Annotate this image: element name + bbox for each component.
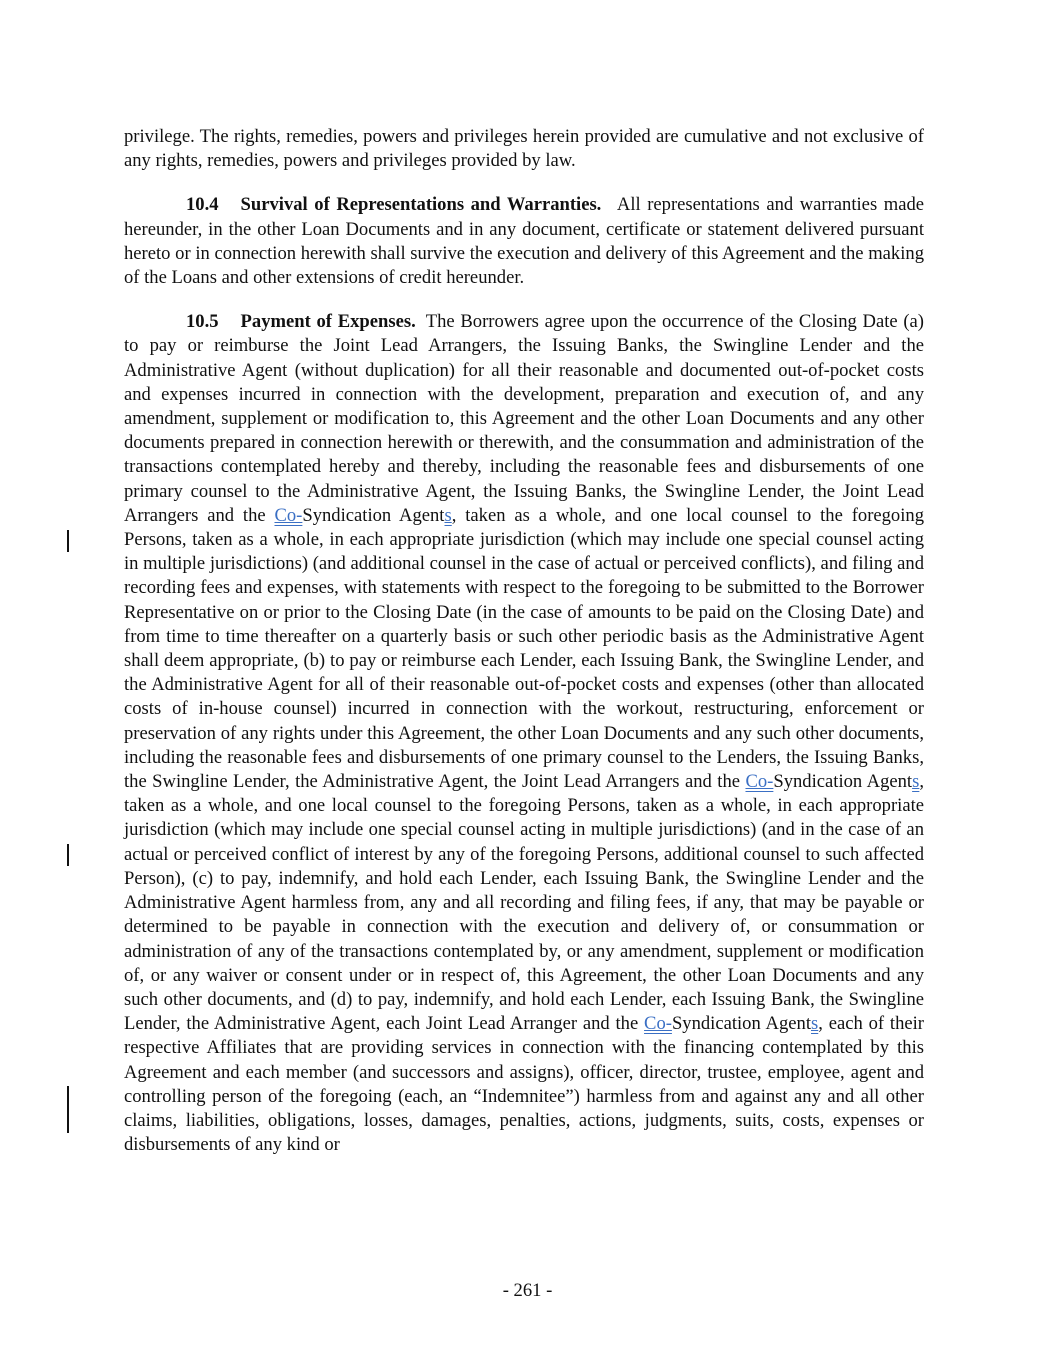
section-text: , taken as a whole, and one local counsel to the foregoing Persons, taken as a whole, in each appropriate jurisdiction (which may include one special counsel acting in multiple jurisdictions) (and in the case of an actual or perceived conflict of interest by any of the foregoing Persons, additional counsel to such affected Person), (c) to pay, indemnify, and hold each Lender, each Issuing Bank, the Swingline Lender and the Administrative Agent harmless from, any and all recording and filing fees, if any, that may be payable or determined to be payable in connection with the execution and delivery of, or consummation or administration of any of the transactions contemplated by, or any amendment, supplement or modification of, or any waiver or consent under or in respect of, this Agreement, the other Loan Documents and any such other documents, and (d) to pay, indemnify, and hold each Lender, each Issuing Bank, the Swingline Lender, the Administrative Agent, each Joint Lead Arranger and the [124, 771, 924, 1035]
page-footer [0, 1279, 1055, 1303]
section-text: , each of their respective Affiliates that are providing services in connection with the financing contemplated by this Agreement and each member (and successors and assigns), officer, director, trustee, employee, agent and controlling person of the foregoing (each, an “Indemnitee”) harmless from and against any and all other claims, liabilities, obligations, losses, damages, penalties, actions, judgments, suits, costs, expenses or disbursements of any kind or [124, 1013, 924, 1156]
revision-insert: s [444, 504, 452, 526]
section-text: , taken as a whole, and one local counsel to the foregoing Persons, taken as a whole, in each appropriate jurisdiction (which may include one special counsel acting in multiple jurisdictions) (and additional counsel in the case of actual or perceived conflicts), and filing and recording fees and expenses, with statements with respect to the foregoing to be submitted to the Borrower Representative on or prior to the Closing Date (in the case of amounts to be paid on the Closing Date) and from time to time thereafter on a quarterly basis or such other periodic basis as the Administrative Agent shall deem appropriate, (b) to pay or reimburse each Lender, each Issuing Bank, the Swingline Lender, and the Administrative Agent for all of their reasonable out-of-pocket costs and expenses (other than allocated costs of in-house counsel) incurred in connection with the workout, restructuring, enforcement or preservation of any rights under this Agreement, the other Loan Documents and any such other documents, including the reasonable fees and disbursements of one primary counsel to the Lenders, the Issuing Banks, the Swingline Lender, the Administrative Agent, the Joint Lead Arrangers and the [124, 504, 924, 793]
paragraph-intro-text: privilege. The rights, remedies, powers and privileges herein provided are cumulative and not exclusive of any rights, remedies, powers and privileges provided by law. [124, 126, 924, 172]
section-text: All representations and warranties made hereunder, in the other Loan Documents and in any document, certificate or statement delivered pursuant hereto or in connection herewith shall survive the execution and delivery of this Agreement and the making of the Loans and other extensions of credit hereunder. [124, 194, 925, 289]
section-heading: Survival of Representations and Warranties. [240, 194, 602, 216]
revision-insert: Co- [274, 504, 303, 526]
change-bar [67, 530, 69, 552]
document-body [124, 125, 924, 1177]
revision-insert: s [811, 1013, 819, 1035]
change-bar [67, 844, 69, 866]
section-text: Syndication Agent [773, 771, 913, 793]
section-text: The Borrowers agree upon the occurrence of the Closing Date (a) to pay or reimburse the Joint Lead Arrangers, the Issuing Banks, the Swingline Lender and the Administrative Agent (without duplication) for all their reasonable and documented out-of-pocket costs and expenses incurred in connection with the development, preparation and execution of, and any amendment, supplement or modification to, this Agreement and the other Loan Documents and any other documents prepared in connection herewith or therewith, and the consummation and administration of the transactions contemplated hereby and thereby, including the reasonable fees and disbursements of one primary counsel to the Administrative Agent, the Issuing Banks, the Swingline Lender, the Joint Lead Arrangers and the [124, 311, 924, 526]
revision-insert: Co- [644, 1013, 672, 1035]
page-number: - 261 - [502, 1280, 553, 1301]
section-number: 10.5 [186, 311, 219, 333]
section-10-5 [124, 310, 924, 1157]
section-heading: Payment of Expenses. [240, 311, 416, 333]
section-number: 10.4 [186, 194, 219, 216]
paragraph-intro [124, 125, 924, 173]
section-text: Syndication Agent [302, 504, 445, 526]
revision-insert: s [912, 771, 920, 793]
section-text: Syndication Agent [671, 1013, 811, 1035]
section-10-4 [124, 193, 924, 290]
revision-insert: Co- [745, 771, 774, 793]
change-bar [67, 1086, 69, 1133]
